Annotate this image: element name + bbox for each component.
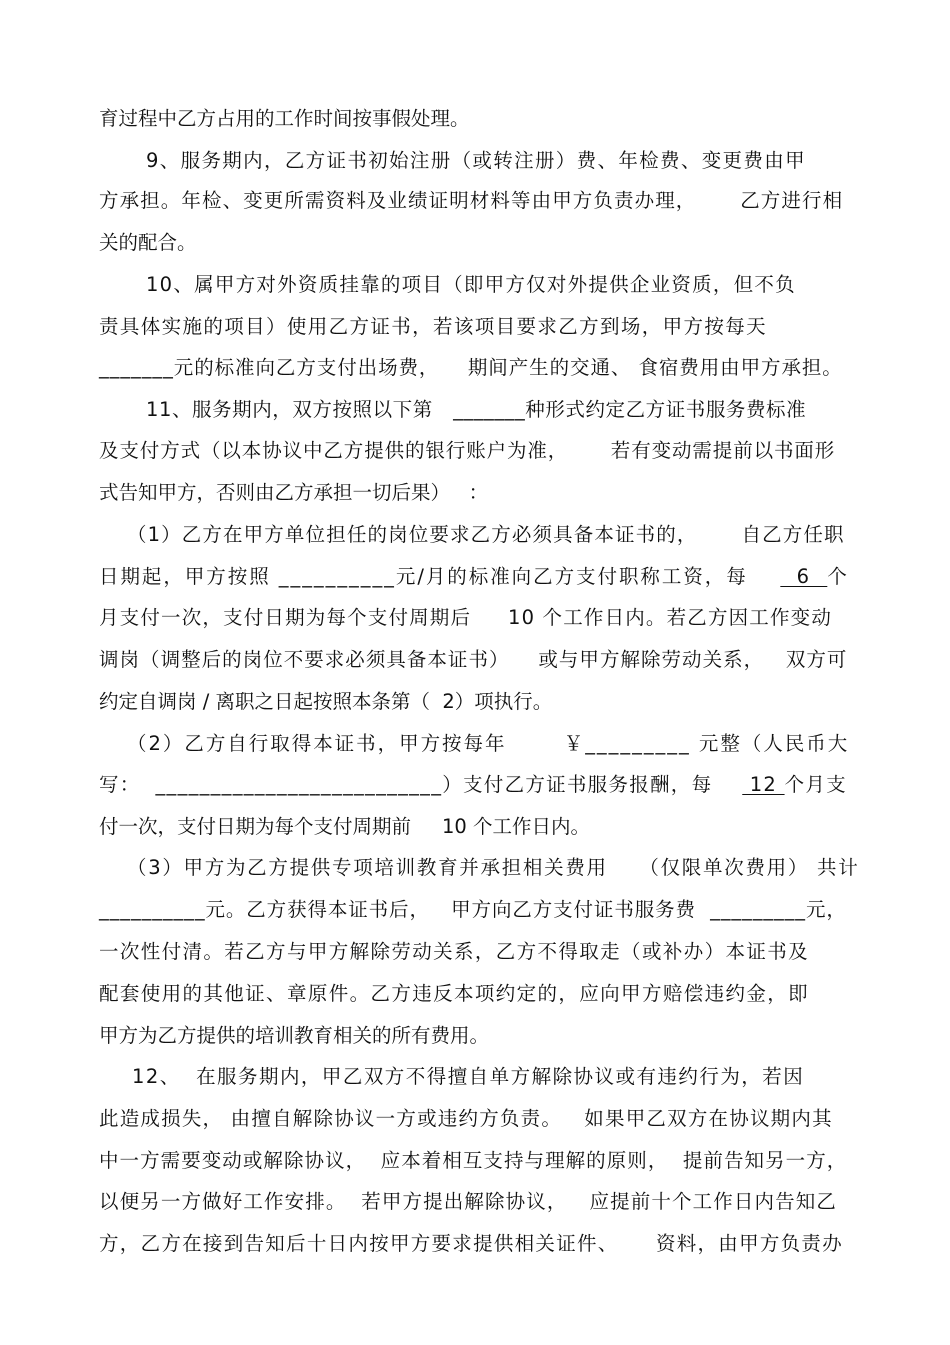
text-segment: 12、 在服务期内，甲乙双方不得擅自单方解除协议或有违约行为，若因 bbox=[132, 1065, 805, 1088]
text-segment: 及支付方式（以本协议中乙方提供的银行账户为准， 若有变动需提前以书面形 bbox=[99, 439, 836, 462]
text-line bbox=[146, 148, 806, 174]
text-segment: 以便另一方做好工作安排。 若甲方提出解除协议， 应提前十个工作日内告知乙 bbox=[99, 1190, 837, 1213]
text-line bbox=[99, 1106, 833, 1132]
text-segment: 中一方需要变动或解除协议， 应本着相互支持与理解的原则， 提前告知另一方， bbox=[99, 1149, 848, 1172]
text-line bbox=[127, 522, 845, 548]
text-segment: 方承担。年检、变更所需资料及业绩证明材料等由甲方负责办理， 乙方进行相 bbox=[99, 189, 844, 212]
text-line bbox=[99, 314, 767, 340]
text-segment: 式告知甲方，否则由乙方承担一切后果） ： bbox=[99, 481, 489, 504]
text-segment: 个月支 bbox=[784, 773, 847, 796]
text-line bbox=[99, 1148, 847, 1174]
text-line bbox=[99, 939, 809, 965]
text-segment: 10、属甲方对外资质挂靠的项目（即甲方仅对外提供企业资质，但不负 bbox=[146, 273, 796, 296]
text-segment: 个 bbox=[827, 565, 849, 588]
filled-blank: 12 bbox=[742, 773, 785, 796]
text-line bbox=[99, 106, 470, 132]
text-segment: （1）乙方在甲方单位担任的岗位要求乙方必须具备本证书的， 自乙方任职 bbox=[127, 523, 845, 546]
text-line bbox=[99, 689, 552, 715]
text-line bbox=[146, 272, 796, 298]
text-segment: 写： __________________________）支付乙方证书服务报酬，每 bbox=[99, 773, 743, 796]
text-segment: 11、服务期内，双方按照以下第 _______种形式约定乙方证书服务费标准 bbox=[146, 398, 807, 421]
text-line bbox=[99, 480, 488, 506]
text-segment: 甲方为乙方提供的培训教育相关的所有费用。 bbox=[99, 1024, 490, 1047]
text-line bbox=[99, 981, 809, 1007]
text-line bbox=[99, 897, 847, 923]
text-segment: （2）乙方自行取得本证书，甲方按每年 ￥_________ 元整（人民币大 bbox=[127, 732, 850, 755]
text-line bbox=[99, 564, 849, 590]
text-segment: 日期起，甲方按照 __________元/月的标准向乙方支付职称工资，每 bbox=[99, 565, 781, 588]
text-segment: 约定自调岗 / 离职之日起按照本条第（ 2）项执行。 bbox=[99, 690, 553, 713]
text-segment: 一次性付清。若乙方与甲方解除劳动关系，乙方不得取走（或补办）本证书及 bbox=[99, 940, 810, 963]
text-line bbox=[127, 855, 859, 881]
text-segment: 责具体实施的项目）使用乙方证书，若该项目要求乙方到场，甲方按每天 bbox=[99, 315, 768, 338]
text-line bbox=[99, 1189, 837, 1215]
text-segment: 配套使用的其他证、章原件。乙方违反本项约定的，应向甲方赔偿违约金，即 bbox=[99, 982, 810, 1005]
text-line bbox=[99, 647, 847, 673]
text-segment: 调岗（调整后的岗位不要求必须具备本证书） 或与甲方解除劳动关系， 双方可 bbox=[99, 648, 848, 671]
text-line bbox=[99, 1023, 489, 1049]
text-segment: 方，乙方在接到告知后十日内按甲方要求提供相关证件、 资料，由甲方负责办 bbox=[99, 1232, 843, 1255]
text-segment: 月支付一次，支付日期为每个支付周期后 10 个工作日内。若乙方因工作变动 bbox=[99, 606, 833, 629]
text-segment: 此造成损失， 由擅自解除协议一方或违约方负责。 如果甲乙双方在协议期内其 bbox=[99, 1107, 833, 1130]
text-segment: （3）甲方为乙方提供专项培训教育并承担相关费用 （仅限单次费用） 共计 bbox=[127, 856, 860, 879]
filled-blank: 6 bbox=[780, 565, 828, 588]
text-segment: 9、服务期内，乙方证书初始注册（或转注册）费、年检费、变更费由甲 bbox=[146, 149, 806, 172]
text-segment: _______元的标准向乙方支付出场费， 期间产生的交通、 食宿费用由甲方承担。 bbox=[99, 356, 843, 379]
text-line bbox=[127, 731, 849, 757]
text-segment: __________元。乙方获得本证书后， 甲方向乙方支付证书服务费 _________元， bbox=[99, 898, 847, 921]
text-segment: 付一次，支付日期为每个支付周期前 10 个工作日内。 bbox=[99, 815, 591, 838]
text-line bbox=[99, 1231, 843, 1257]
text-line bbox=[99, 814, 590, 840]
text-line bbox=[99, 605, 832, 631]
text-line bbox=[146, 397, 806, 423]
text-line bbox=[99, 188, 843, 214]
text-line bbox=[132, 1064, 804, 1090]
text-line bbox=[99, 355, 843, 381]
text-line bbox=[99, 772, 847, 798]
text-segment: 育过程中乙方占用的工作时间按事假处理。 bbox=[99, 107, 470, 130]
text-segment: 关的配合。 bbox=[99, 231, 197, 254]
text-line bbox=[99, 230, 197, 256]
text-line bbox=[99, 438, 835, 464]
